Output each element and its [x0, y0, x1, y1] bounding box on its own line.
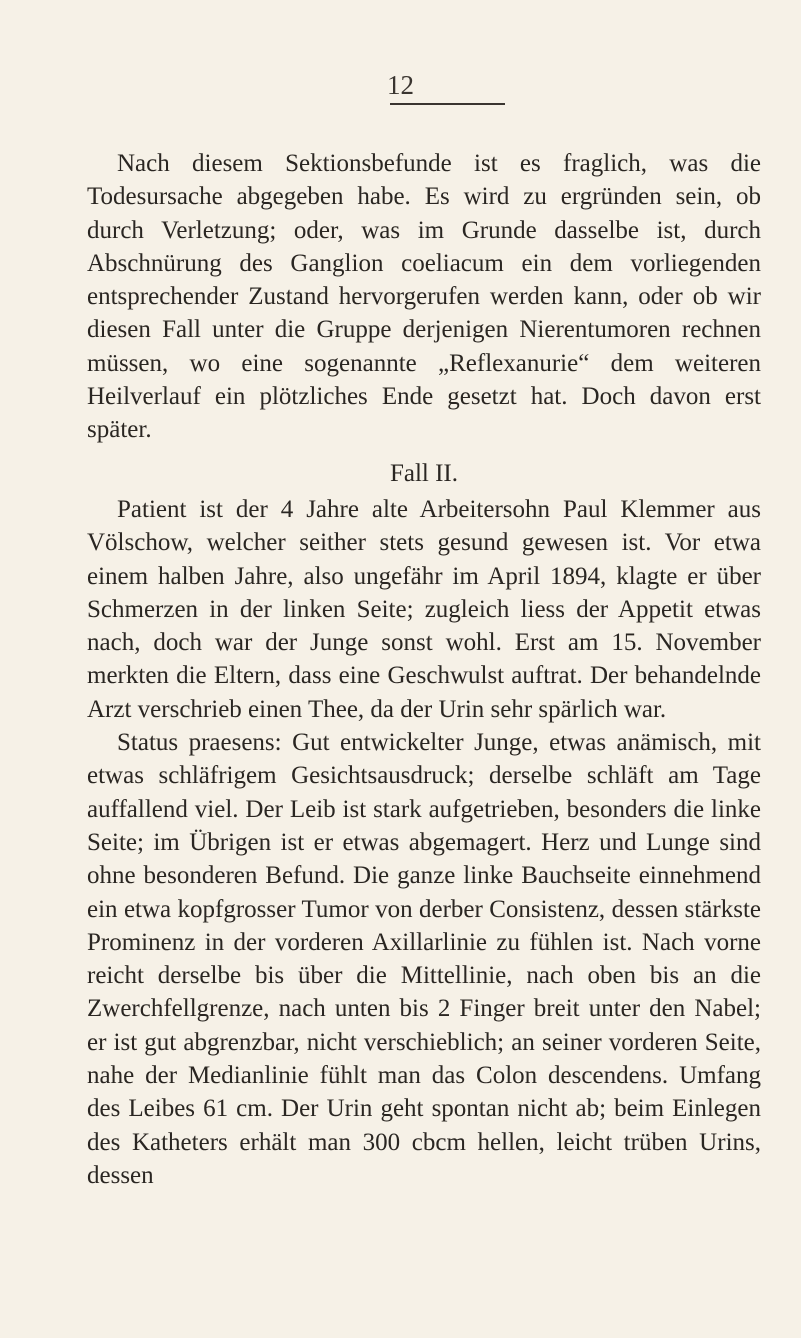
paragraph-case-history: Patient ist der 4 Jahre alte Arbeitersohn Paul Klemmer aus Völschow, welcher seither stets gesund gewesen ist. Vor etwa einem halben Jahre, also ungefähr im April 1894, klagte er über Schmerzen in der linken Seite; zugleich liess der Appetit etwas nach, doch war der Junge sonst wohl. Erst am 15. November merkten die Eltern, dass eine Geschwulst auftrat. Der behandelnde Arzt verschrieb einen Thee, da der Urin sehr spärlich war. [87, 495, 761, 723]
page-number: 12 [387, 70, 414, 100]
header-rule [390, 103, 505, 105]
section-heading-fall-ii: Fall II. [389, 459, 459, 487]
body-text [87, 147, 761, 1192]
paragraph-status-praesens: Status praesens: Gut entwickelter Junge, etwas anämisch, mit etwas schläfrigem Gesichtsausdruck; derselbe schläft am Tage auffallend viel. Der Leib ist stark aufgetrieben, besonders die linke Seite; im Übrigen ist er etwas abgemagert. Herz und Lunge sind ohne besonderen Befund. Die ganze linke Bauchseite einnehmend ein etwa kopfgrosser Tumor von derber Consistenz, dessen stärkste Prominenz in der vorderen Axillarlinie zu fühlen ist. Nach vorne reicht derselbe bis über die Mittellinie, nach oben bis an die Zwerchfellgrenze, nach unten bis 2 Finger breit unter den Nabel; er ist gut abgrenzbar, nicht verschieblich; an seiner vorderen Seite, nahe der Medianlinie fühlt man das Colon descendens. Umfang des Leibes 61 cm. Der Urin geht spontan nicht ab; beim Einlegen des Katheters erhält man 300 cbcm hellen, leicht trüben Urins, dessen [87, 729, 761, 1189]
paragraph-intro: Nach diesem Sektionsbefunde ist es fraglich, was die Todesursache abgegeben habe. Es wird zu ergründen sein, ob durch Verletzung; oder, was im Grunde dasselbe ist, durch Abschnürung des Ganglion coeliacum ein dem vorliegenden entsprechender Zustand hervorgerufen werden kann, oder ob wir diesen Fall unter die Gruppe derjenigen Nierentumoren rechnen müssen, wo eine sogenannte „Reflexanurie“ dem weiteren Heilverlauf ein plötzliches Ende gesetzt hat. Doch davon erst später. [87, 150, 761, 444]
